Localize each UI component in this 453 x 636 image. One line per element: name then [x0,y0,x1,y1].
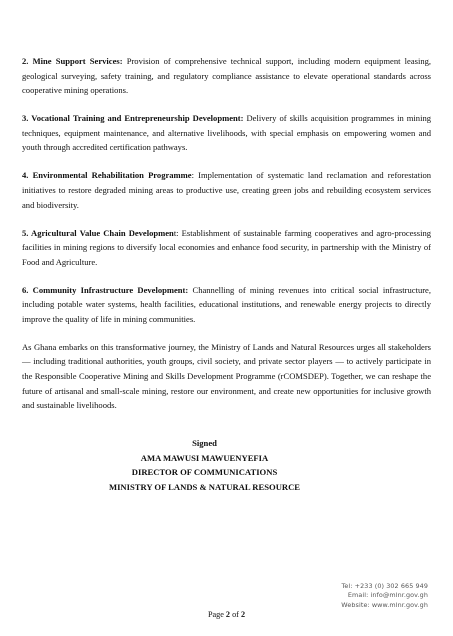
paragraph-text: : Implementation of systematic land reclamation and reforestation initiatives to restore degraded mining areas to productive use, creating green jobs and rebuilding ecosystem services and biodiversity. [22,170,431,210]
paragraph-heading: 5. Agricultural Value Chain Developmen [22,227,174,238]
contact-website: Website: www.mlnr.gov.gh [341,600,428,609]
paragraph-vocational-training [22,111,431,155]
page-current: 2 [225,610,231,619]
paragraph-agricultural-value-chain [22,226,431,270]
paragraph-text: Channelling of mining revenues into critical social infrastructure, including potable water systems, health facilities, educational institutions, and renewable energy projects to directly improve the quality of life in mining communities. [22,284,431,324]
document-body [22,54,431,426]
signatory-ministry: MINISTRY OF LANDS & NATURAL RESOURCE [108,481,301,492]
paragraph-community-infrastructure [22,283,431,327]
paragraph-mine-support [22,54,431,98]
paragraph-text: Provision of comprehensive technical support, including modern equipment leasing, geological surveying, safety training, and regulatory compliance assistance to elevate operational standards across cooperative mining operations. [22,56,432,96]
paragraph-heading: 6. Community Infrastructure Development: [22,284,189,295]
signatory-title: DIRECTOR OF COMMUNICATIONS [131,467,278,478]
contact-tel: Tel: +233 (0) 302 665 949 [341,582,428,590]
paragraph-environmental-rehabilitation [22,168,431,212]
page-total: 2 [240,610,246,619]
paragraph-text: Delivery of skills acquisition programmes in mining techniques, equipment maintenance, and alternative livelihoods, with special emphasis on empowering women and youth through accredited certification pathways. [22,113,431,153]
page-label: Page [207,610,226,619]
paragraph-heading: 2. Mine Support Services: [22,56,123,66]
paragraph-text: t: Establishment of sustainable farming cooperatives and agro-processing facilities in mining regions to diversify local economies and enhance food security, in partnership with the Ministry of Food and Agriculture. [22,227,432,267]
signatory-name: AMA MAWUSI MAWUENYEFIA [140,452,269,463]
contact-email: Email: info@mlnr.gov.gh [347,591,428,600]
signed-label: Signed [192,438,217,448]
paragraph-heading: 3. Vocational Training and Entrepreneurship Development: [22,113,244,124]
page-of-label: of [230,610,241,619]
paragraph-heading: 4. Environmental Rehabilitation Programme [22,170,192,181]
signature-block [0,436,409,494]
paragraph-closing: As Ghana embarks on this transformative journey, the Ministry of Lands and Natural Resources urges all stakeholders — including traditional authorities, youth groups, civil society, and private sector players — to actively participate in the Responsible Cooperative Mining and Skills Development Programme (rCOMSDEP). Together, we can reshape the future of artisanal and small-scale mining, restore our environment, and create new opportunities for inclusive growth and sustainable livelihoods. [22,341,431,411]
page-footer [0,610,453,619]
contact-block [341,582,428,610]
